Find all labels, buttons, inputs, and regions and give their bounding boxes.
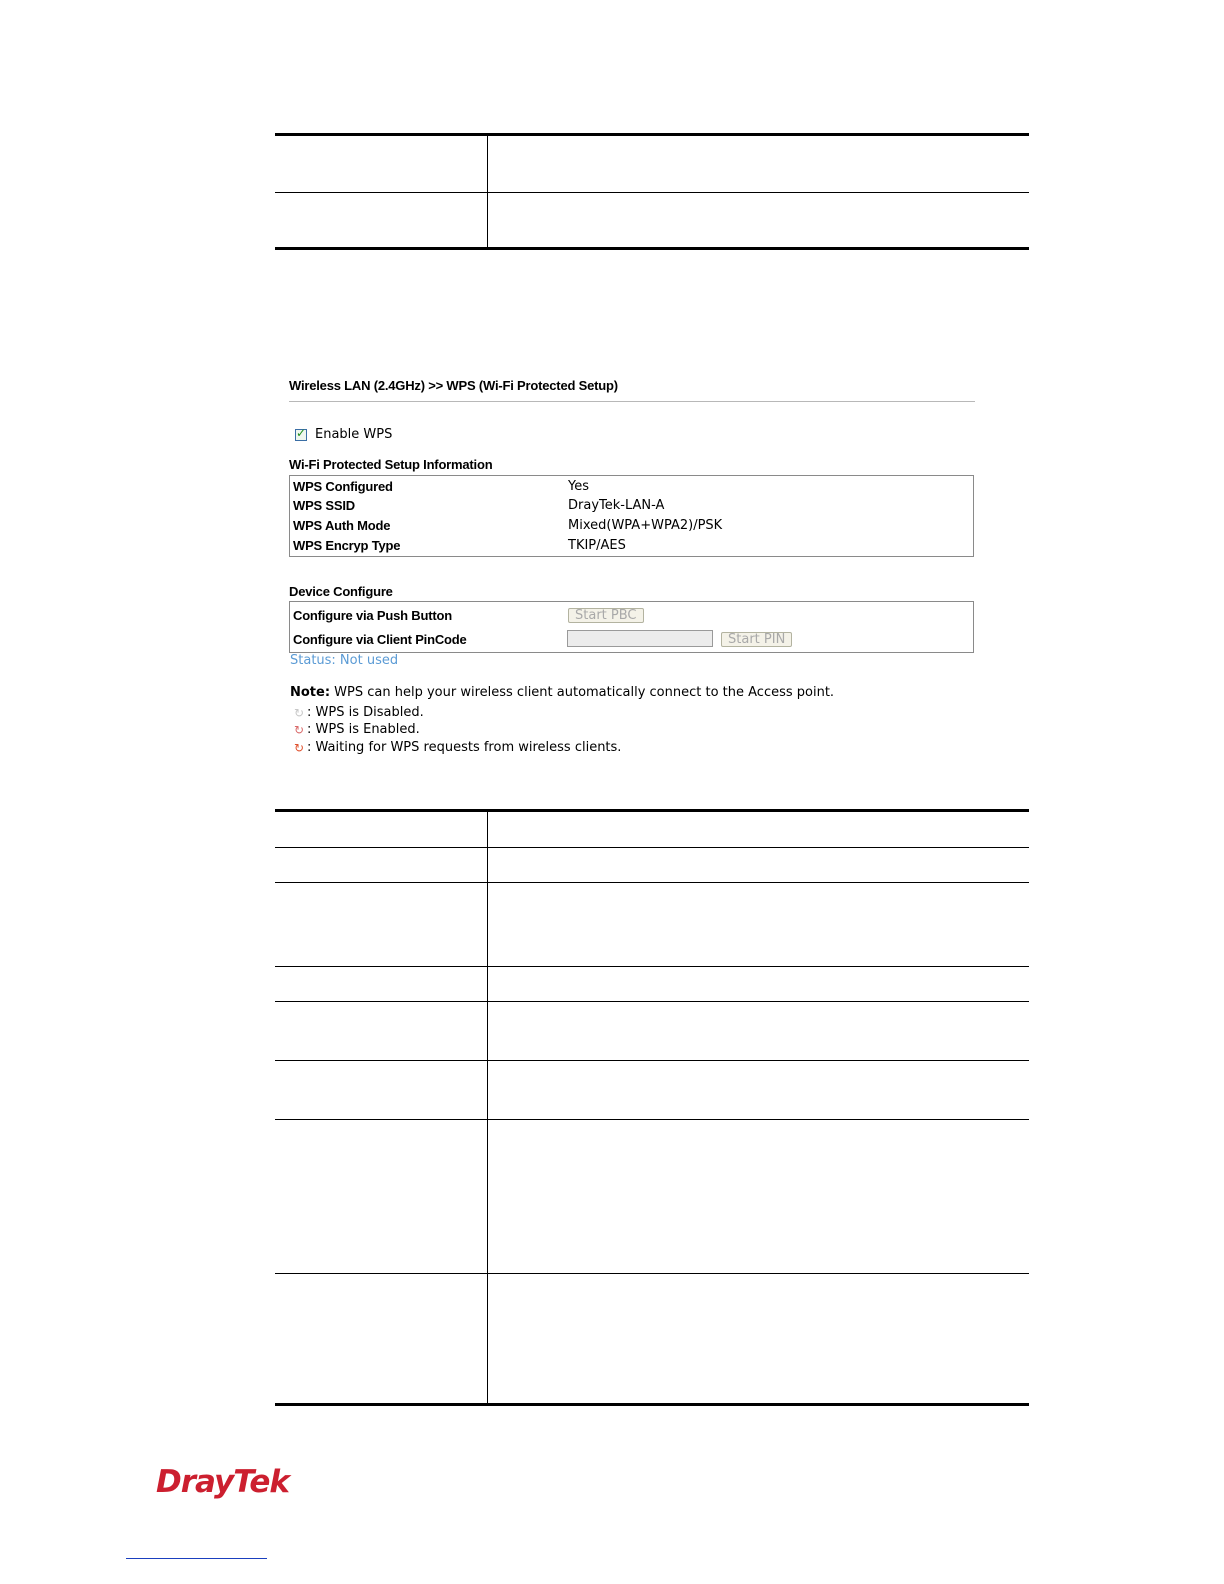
wps-info-panel xyxy=(289,475,974,557)
info-row-configured: WPS Configured Yes xyxy=(293,479,589,494)
start-pin-button[interactable]: Start PIN xyxy=(721,632,792,647)
push-button-label: Configure via Push Button xyxy=(293,608,452,623)
info-row-ssid: WPS SSID DrayTek-LAN-A xyxy=(293,498,665,513)
wps-status: Status: Not used xyxy=(290,653,399,668)
device-section-title: Device Configure xyxy=(289,584,393,599)
info-row-encryp-type: WPS Encryp Type TKIP/AES xyxy=(293,538,626,553)
title-divider xyxy=(289,401,975,402)
enable-wps-row[interactable] xyxy=(295,427,392,442)
pincode-label: Configure via Client PinCode xyxy=(293,632,467,647)
note-text: WPS can help your wireless client automatically connect to the Access point. xyxy=(330,685,835,700)
draytek-logo: DrayTek xyxy=(156,1464,289,1500)
footer-link-underline[interactable] xyxy=(126,1558,267,1559)
wps-waiting-icon: ↻ xyxy=(293,740,305,755)
start-pbc-button[interactable]: Start PBC xyxy=(568,608,644,623)
device-configure-panel xyxy=(289,601,974,653)
wps-enabled-icon: ↻ xyxy=(293,722,305,737)
enable-wps-checkbox[interactable] xyxy=(295,429,307,441)
page-breadcrumb: Wireless LAN (2.4GHz) >> WPS (Wi-Fi Protected Setup) xyxy=(289,378,618,393)
wps-note xyxy=(290,685,834,700)
legend-disabled: ↻ : WPS is Disabled. xyxy=(293,705,424,720)
info-row-auth-mode: WPS Auth Mode Mixed(WPA+WPA2)/PSK xyxy=(293,518,723,533)
legend-enabled: ↻ : WPS is Enabled. xyxy=(293,722,420,737)
note-label: Note: xyxy=(290,685,331,700)
wps-disabled-icon: ↻ xyxy=(293,705,305,720)
info-section-title: Wi-Fi Protected Setup Information xyxy=(289,457,493,472)
legend-waiting: ↻ : Waiting for WPS requests from wireless clients. xyxy=(293,740,622,755)
pincode-input[interactable] xyxy=(567,630,713,647)
enable-wps-label: Enable WPS xyxy=(315,427,393,442)
